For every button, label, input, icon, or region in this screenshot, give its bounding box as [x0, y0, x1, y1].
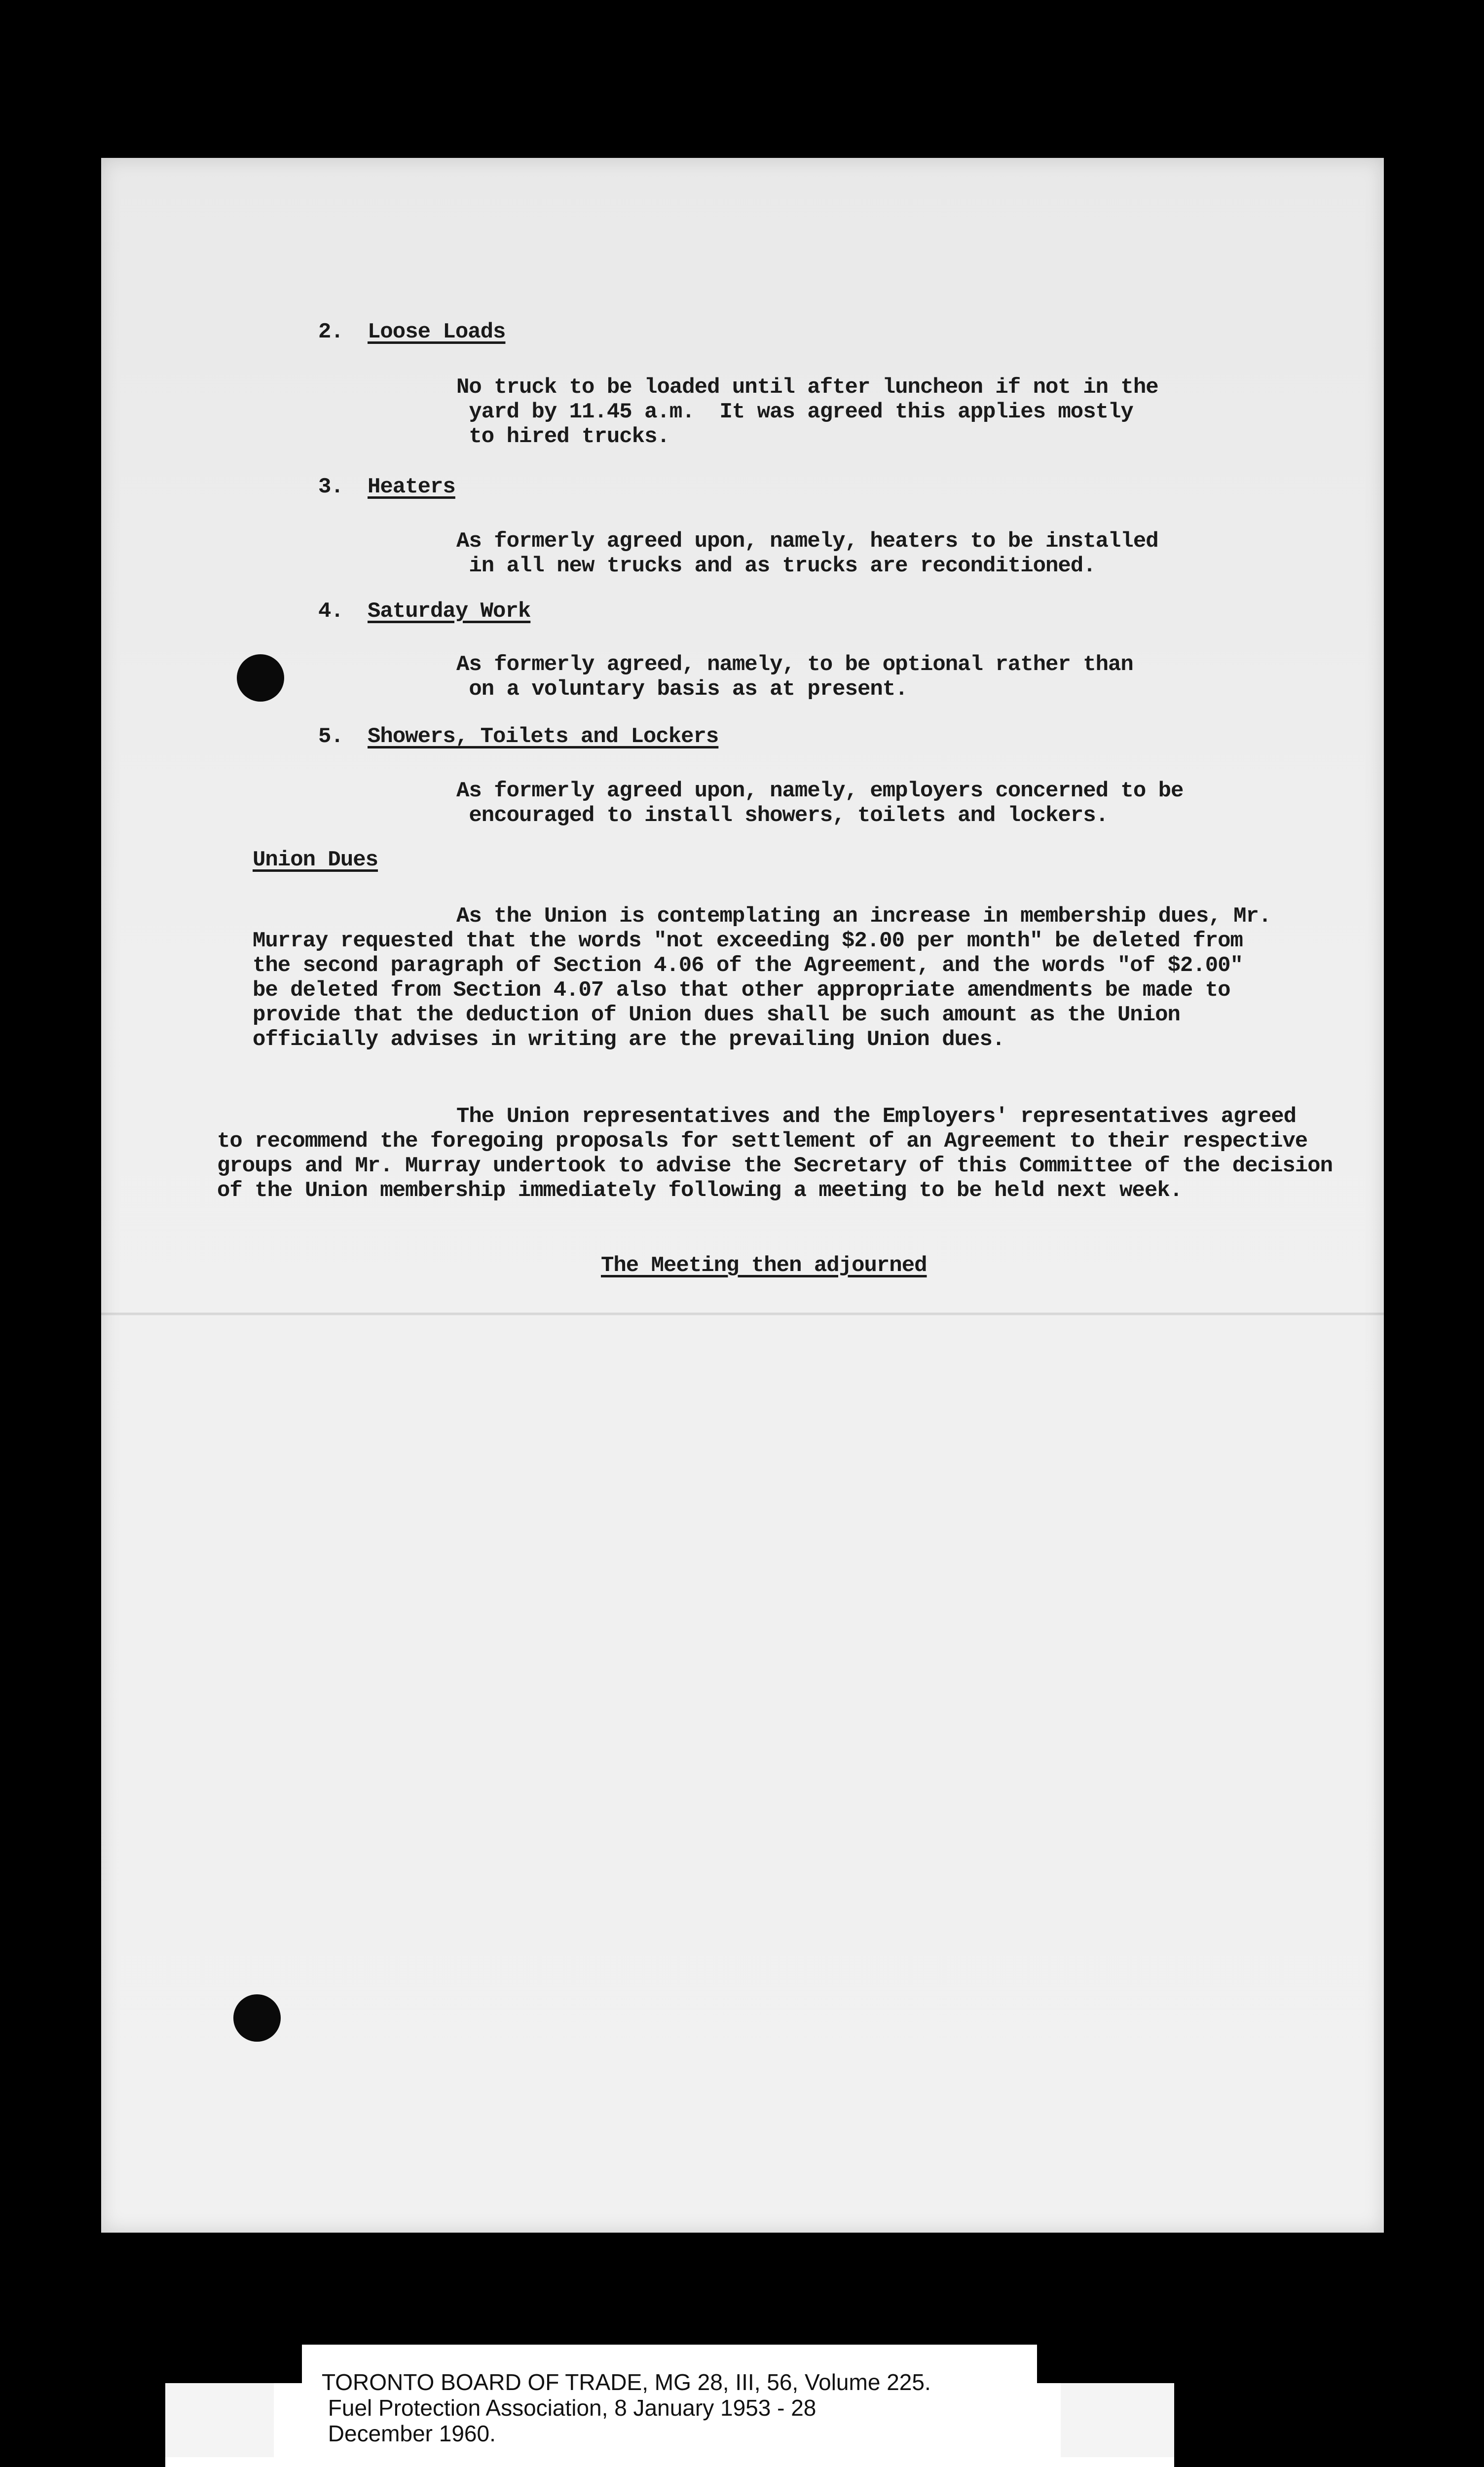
meeting-adjourned: The Meeting then adjourned	[601, 1253, 927, 1278]
punch-hole-bottom	[233, 1994, 281, 2042]
item-heading-loose-loads: Loose Loads	[368, 320, 506, 344]
union-dues-line: provide that the deduction of Union dues shall be such amount as the Union	[253, 1003, 1180, 1027]
punch-hole-top	[237, 654, 284, 702]
union-dues-line: Murray requested that the words "not exceeding $2.00 per month" be deleted from	[253, 929, 1243, 953]
item-body-line: As formerly agreed, namely, to be optional rather than	[456, 652, 1133, 677]
item-body-line: As formerly agreed upon, namely, heaters to be installed	[456, 529, 1158, 554]
item-heading-showers: Showers, Toilets and Lockers	[368, 724, 719, 749]
item-heading-heaters: Heaters	[368, 475, 455, 499]
union-dues-line: officially advises in writing are the prevailing Union dues.	[253, 1027, 1005, 1052]
union-dues-line: the second paragraph of Section 4.06 of the Agreement, and the words "of $2.00"	[253, 953, 1243, 978]
item-body-line: to hired trucks.	[456, 424, 669, 449]
item-body-line: yard by 11.45 a.m. It was agreed this applies mostly	[456, 400, 1133, 424]
item-body-line: on a voluntary basis as at present.	[456, 677, 908, 702]
closing-paragraph-line: of the Union membership immediately following a meeting to be held next week.	[217, 1178, 1183, 1203]
item-body-line: encouraged to install showers, toilets and lockers.	[456, 803, 1109, 828]
archive-reference-line: TORONTO BOARD OF TRADE, MG 28, III, 56, Volume 225.	[322, 2369, 931, 2395]
item-body-line: in all new trucks and as trucks are reconditioned.	[456, 554, 1096, 578]
closing-paragraph-line: groups and Mr. Murray undertook to advise the Secretary of this Committee of the decision	[217, 1154, 1333, 1178]
stamp-tab-right	[1061, 2383, 1174, 2457]
archive-reference-line: Fuel Protection Association, 8 January 1953 - 28	[322, 2395, 816, 2421]
item-body-line: No truck to be loaded until after luncheon if not in the	[456, 375, 1158, 400]
closing-paragraph-line: The Union representatives and the Employers' representatives agreed	[456, 1104, 1297, 1129]
item-number-5: 5.	[318, 724, 343, 749]
section-heading-union-dues: Union Dues	[253, 848, 378, 872]
union-dues-line: be deleted from Section 4.07 also that other appropriate amendments be made to	[253, 978, 1230, 1003]
archive-reference-line: December 1960.	[322, 2421, 496, 2446]
stamp-tab-left	[165, 2383, 274, 2457]
union-dues-line: As the Union is contemplating an increase in membership dues, Mr.	[456, 904, 1271, 929]
item-number-2: 2.	[318, 320, 343, 344]
archive-stamp	[274, 2457, 1061, 2467]
page-fold	[101, 1312, 1384, 1315]
item-heading-saturday-work: Saturday Work	[368, 599, 531, 624]
item-body-line: As formerly agreed upon, namely, employers concerned to be	[456, 779, 1184, 803]
archive-reference-label	[302, 2345, 1037, 2458]
closing-paragraph-line: to recommend the foregoing proposals for settlement of an Agreement to their respective	[217, 1129, 1308, 1154]
item-number-4: 4.	[318, 599, 343, 624]
item-number-3: 3.	[318, 475, 343, 499]
